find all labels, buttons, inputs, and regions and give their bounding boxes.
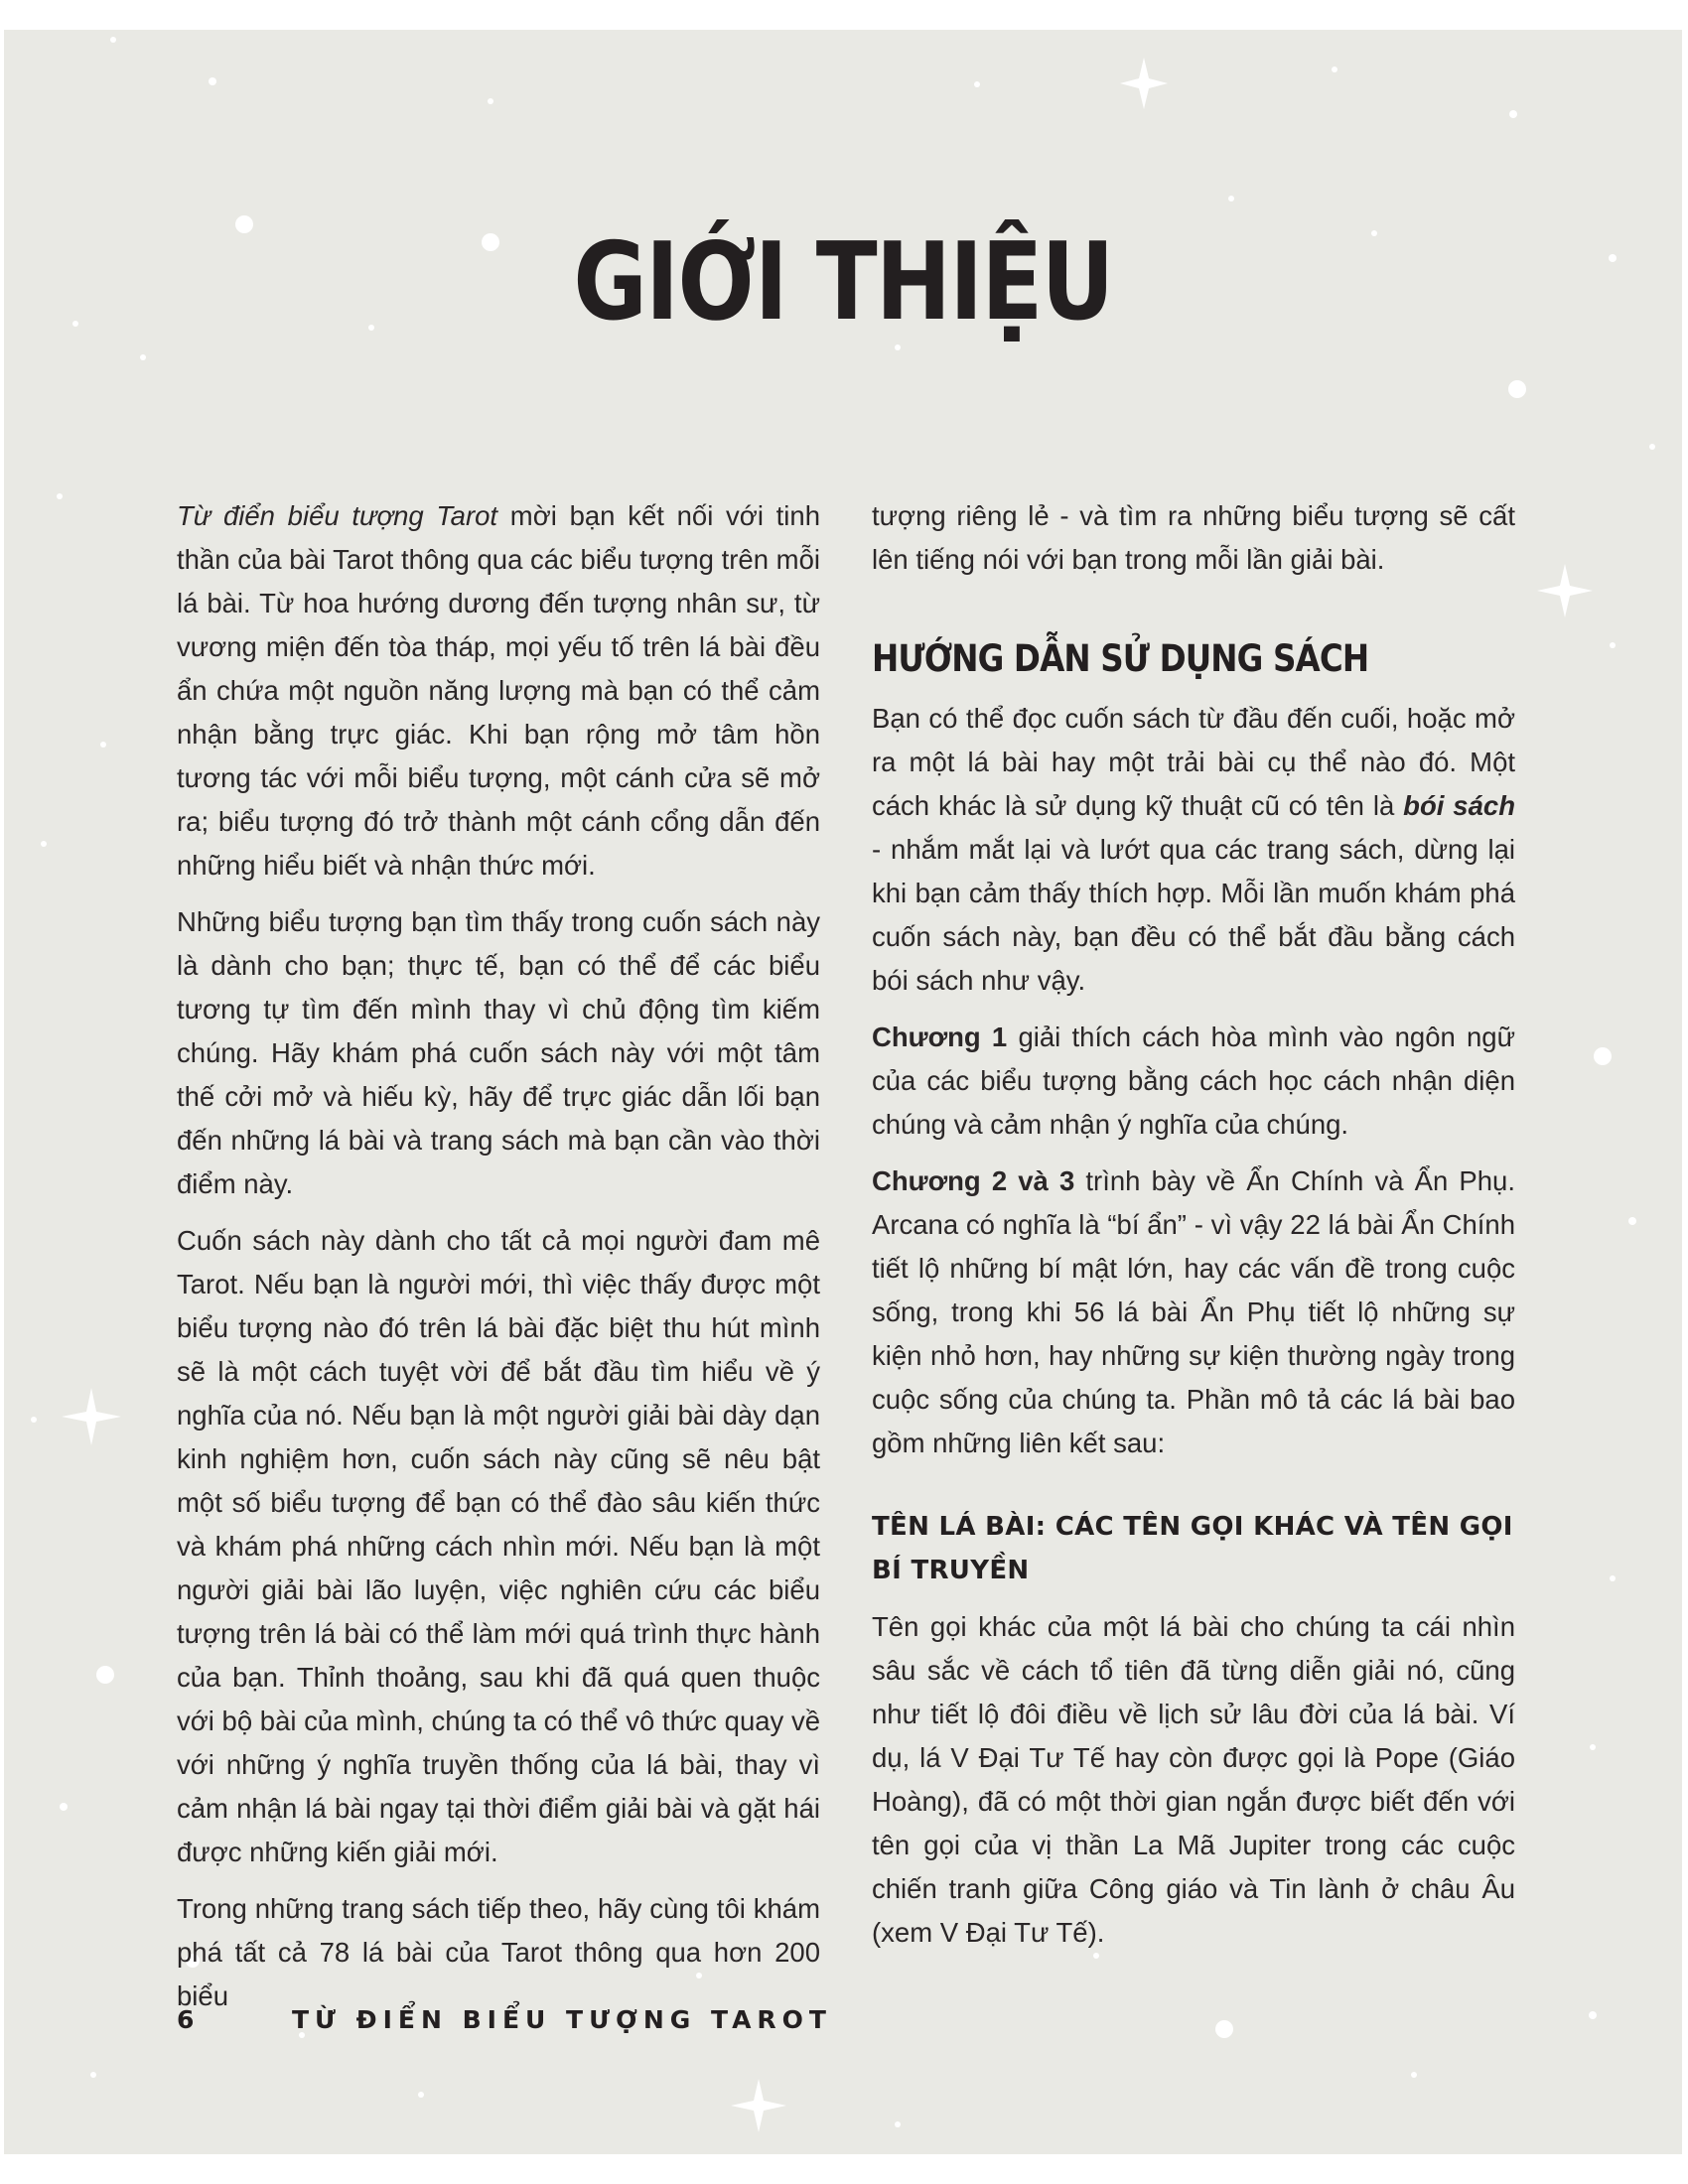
intro-paragraph-4: Trong những trang sách tiếp theo, hãy cùng tôi khám phá tất cả 78 lá bài của Tarot thông qua hơn 200 biểu — [177, 1893, 820, 2011]
intro-paragraph-1 — [177, 494, 820, 887]
intro-paragraph-4-continued: tượng riêng lẻ - và tìm ra những biểu tượng sẽ cất lên tiếng nói với bạn trong mỗi lần giải bài. — [872, 500, 1515, 575]
usage-paragraph-1 — [872, 697, 1515, 1003]
page-number: 6 — [177, 2005, 195, 2034]
running-title: TỪ ĐIỂN BIỂU TƯỢNG TAROT — [292, 2005, 832, 2034]
right-column — [872, 494, 1515, 1968]
intro-paragraph-3: Cuốn sách này dành cho tất cả mọi người đam mê Tarot. Nếu bạn là người mới, thì việc thấy được một biểu tượng nào đó trên lá bài đặc biệt thu hút mình sẽ là một cách tuyệt vời để bắt đầu tìm hiểu về ý nghĩa của nó. Nếu bạn là một người giải bài dày dạn kinh nghiệm hơn, cuốn sách này cũng sẽ nêu bật một số biểu tượng để bạn có thể đào sâu kiến thức và khám phá những cách nhìn mới. Nếu bạn là một người giải bài lão luyện, việc nghiên cứu các biểu tượng trên lá bài có thể làm mới quá trình thực hành của bạn. Thỉnh thoảng, sau khi đã quá quen thuộc với bộ bài của mình, chúng ta có thể vô thức quay về với những ý nghĩa truyền thống của lá bài, thay vì cảm nhận lá bài ngay tại thời điểm giải bài và gặt hái được những kiến giải mới. — [177, 1225, 820, 1867]
paragraph-text: Bạn có thể đọc cuốn sách từ đầu đến cuối, hoặc mở ra một lá bài hay một trải bài cụ thể nào đó. Một cách khác là sử dụng kỹ thuật cũ có tên là — [872, 703, 1515, 821]
paragraph-text: trình bày về Ẩn Chính và Ẩn Phụ. Arcana có nghĩa là “bí ẩn” - vì vậy 22 lá bài Ẩn Chính tiết lộ những bí mật lớn, hay các vấn đề trong cuộc sống, trong khi 56 lá bài Ẩn Phụ tiết lộ những sự kiện nhỏ hơn, hay những sự kiện thường ngày trong cuộc sống của chúng ta. Phần mô tả các lá bài bao gồm những liên kết sau: — [872, 1165, 1515, 1458]
subsection-heading: TÊN LÁ BÀI: CÁC TÊN GỌI KHÁC VÀ TÊN GỌI BÍ TRUYỀN — [872, 1512, 1513, 1585]
usage-paragraph-2 — [872, 1016, 1515, 1147]
book-title-italic: Từ điển biểu tượng Tarot — [177, 500, 498, 531]
card-name-paragraph: Tên gọi khác của một lá bài cho chúng ta cái nhìn sâu sắc về cách tổ tiên đã từng diễn giải nó, cũng như tiết lộ đôi điều về lịch sử lâu đời của lá bài. Ví dụ, lá V Đại Tư Tế hay còn được gọi là Pope (Giáo Hoàng), đã có một thời gian ngắn được biết đến với tên gọi của vị thần La Mã Jupiter trong các cuộc chiến tranh giữa Công giáo và Tin lành ở châu Âu (xem V Đại Tư Tế). — [872, 1611, 1515, 1948]
paragraph-text: mời bạn kết nối với tinh thần của bài Tarot thông qua các biểu tượng trên mỗi lá bài. Từ hoa hướng dương đến tượng nhân sư, từ vương miện đến tòa tháp, mọi yếu tố trên lá bài đều ẩn chứa một nguồn năng lượng mà bạn có thể cảm nhận bằng trực giác. Khi bạn rộng mở tâm hồn tương tác với mỗi biểu tượng, một cánh cửa sẽ mở ra; biểu tượng đó trở thành một cánh cổng dẫn đến những hiểu biết và nhận thức mới. — [177, 500, 821, 881]
left-column — [177, 494, 820, 2031]
usage-paragraph-3 — [872, 1160, 1515, 1465]
chapter-label: Chương 1 — [872, 1022, 1008, 1052]
paragraph-text: - nhắm mắt lại và lướt qua các trang sách, dừng lại khi bạn cảm thấy thích hợp. Mỗi lần muốn khám phá cuốn sách này, bạn đều có thể bắt đầu bằng cách bói sách như vậy. — [872, 834, 1515, 996]
page-title: GIỚI THIỆU — [573, 220, 1113, 344]
chapter-label: Chương 2 và 3 — [872, 1165, 1075, 1196]
section-heading: HƯỚNG DẪN SỬ DỤNG SÁCH — [872, 637, 1369, 680]
emphasized-term: bói sách — [1403, 790, 1515, 821]
paragraph-text: giải thích cách hòa mình vào ngôn ngữ của các biểu tượng bằng cách học cách nhận diện chúng và cảm nhận ý nghĩa của chúng. — [872, 1022, 1516, 1140]
book-page — [4, 30, 1682, 2154]
intro-paragraph-2: Những biểu tượng bạn tìm thấy trong cuốn sách này là dành cho bạn; thực tế, bạn có thể để các biểu tương tự tìm đến mình thay vì chủ động tìm kiếm chúng. Hãy khám phá cuốn sách này với một tâm thế cởi mở và hiếu kỳ, hãy để trực giác dẫn lối bạn đến những lá bài và trang sách mà bạn cần vào thời điểm này. — [177, 906, 820, 1199]
